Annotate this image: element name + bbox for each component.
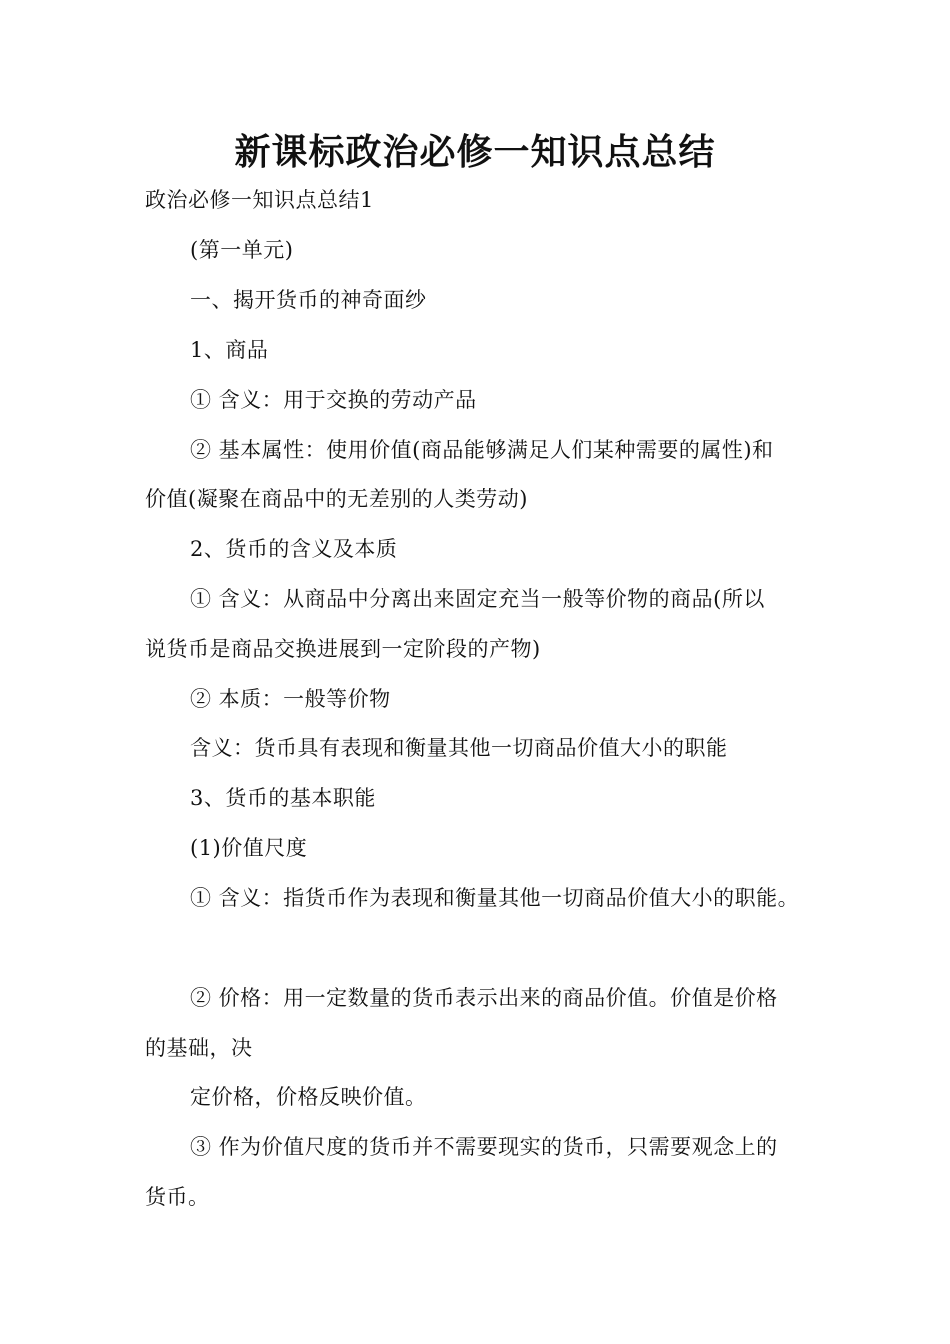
paragraph-line: (1)价值尺度 <box>190 836 308 860</box>
document-subtitle: 政治必修一知识点总结1 <box>145 188 374 212</box>
paragraph-line: 货币。 <box>145 1185 210 1209</box>
paragraph-line: 定价格，价格反映价值。 <box>190 1085 427 1109</box>
paragraph-line: 含义：货币具有表现和衡量其他一切商品价值大小的职能 <box>190 736 728 760</box>
paragraph-line: ① 含义：指货币作为表现和衡量其他一切商品价值大小的职能。 <box>190 886 800 910</box>
paragraph-line: 价值(凝聚在商品中的无差别的人类劳动) <box>145 487 528 511</box>
paragraph-line: 的基础，决 <box>145 1036 253 1060</box>
paragraph-line: ② 基本属性：使用价值(商品能够满足人们某种需要的属性)和 <box>190 438 774 462</box>
paragraph-line: 2、货币的含义及本质 <box>190 537 398 561</box>
paragraph-line: ③ 作为价值尺度的货币并不需要现实的货币，只需要观念上的 <box>190 1135 778 1159</box>
paragraph-line: 说货币是商品交换进展到一定阶段的产物) <box>145 637 541 661</box>
paragraph-line: (第一单元) <box>190 238 294 262</box>
paragraph-line: 3、货币的基本职能 <box>190 786 376 810</box>
paragraph-line: ① 含义：从商品中分离出来固定充当一般等价物的商品(所以 <box>190 587 765 611</box>
paragraph-line: ② 本质：一般等价物 <box>190 687 391 711</box>
paragraph-line: 一、揭开货币的神奇面纱 <box>190 288 427 312</box>
paragraph-line: 1、商品 <box>190 338 269 362</box>
document-title: 新课标政治必修一知识点总结 <box>234 132 716 173</box>
paragraph-line: ② 价格：用一定数量的货币表示出来的商品价值。价值是价格 <box>190 986 778 1010</box>
paragraph-line: ① 含义：用于交换的劳动产品 <box>190 388 477 412</box>
